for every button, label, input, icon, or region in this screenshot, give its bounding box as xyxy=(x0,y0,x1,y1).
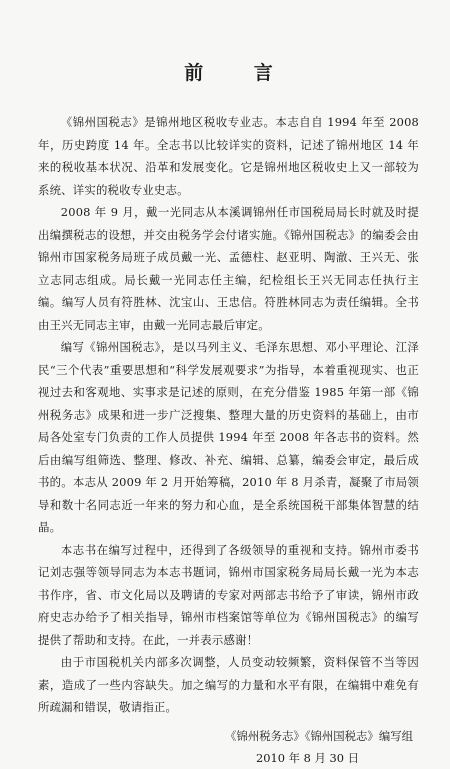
paragraph-1: 《锦州国税志》是锦州地区税收专业志。本志自自 1994 年至 2008 年，历史跨度 14 年。全志书以比较详实的资料，记述了锦州地区 14 年来的税收基本状况、沿革和发展变化。它是锦州地区税收史上又一部较为系统、详实的税收专业史志。 xyxy=(38,115,419,197)
paragraph-3: 编写《锦州国税志》，是以马列主义、毛泽东思想、邓小平理论、江泽民“三个代表”重要思想和“科学发展观要求”为指导，本着重视现实、也正视过去和客观地、实事求是记述的原则，在充分借鉴 1985 年第一部《锦州税务志》成果和进一步广泛搜集、整理大量的历史资料的基础上，由市局各处室专门负责的工作人员提供 1994 年至 2008 年各志书的资料。然后由编写组筛选、整理、修改、补充、编辑、总纂，编委会审定，最后成书的。本志从 2009 年 2 月开始筹稿，2010 年 8 月杀青，凝聚了市局领导和数十名同志近一年来的努力和心血，是全系统国税干部集体智慧的结晶。 xyxy=(38,340,419,534)
paragraph-2: 2008 年 9 月，戴一光同志从本溪调锦州任市国税局局长时就及时提出编撰税志的设想，并交由税务学会付诸实施。《锦州国税志》的编委会由锦州市国家税务局班子成员戴一光、孟德柱、赵亚明、陶澈、王兴无、张立志同志组成。局长戴一光同志任主编，纪检组长王兴无同志任执行主编。编写人员有符胜林、沈宝山、王忠信。符胜林同志为责任编辑。全书由王兴无同志主审，由戴一光同志最后审定。 xyxy=(38,205,419,332)
signature-block xyxy=(38,725,419,769)
paragraph-5: 由于市国税机关内部多次调整，人员变动较频繁，资料保管不当等因素，造成了一些内容缺失。加之编写的力量和水平有限，在编辑中难免有所疏漏和错误，敬请指正。 xyxy=(38,655,419,714)
signature-date: 2010 年 8 月 30 日 xyxy=(255,750,359,765)
page-title: 前 言 xyxy=(184,62,295,84)
paragraph-4: 本志书在编写过程中，还得到了各级领导的重视和支持。锦州市委书记刘志强等领导同志为本志书题词，锦州市国家税务局局长戴一光为本志书作序，省、市文化局以及聘请的专家对两部志书给予了审读，锦州市政府史志办给予了相关指导，锦州市档案馆等单位为《锦州国税志》的编写提供了帮助和支持。在此，一并表示感谢！ xyxy=(38,542,419,647)
preface-page xyxy=(38,58,419,769)
signature-group: 《锦州税务志》《锦州国税志》编写组 xyxy=(225,728,413,743)
